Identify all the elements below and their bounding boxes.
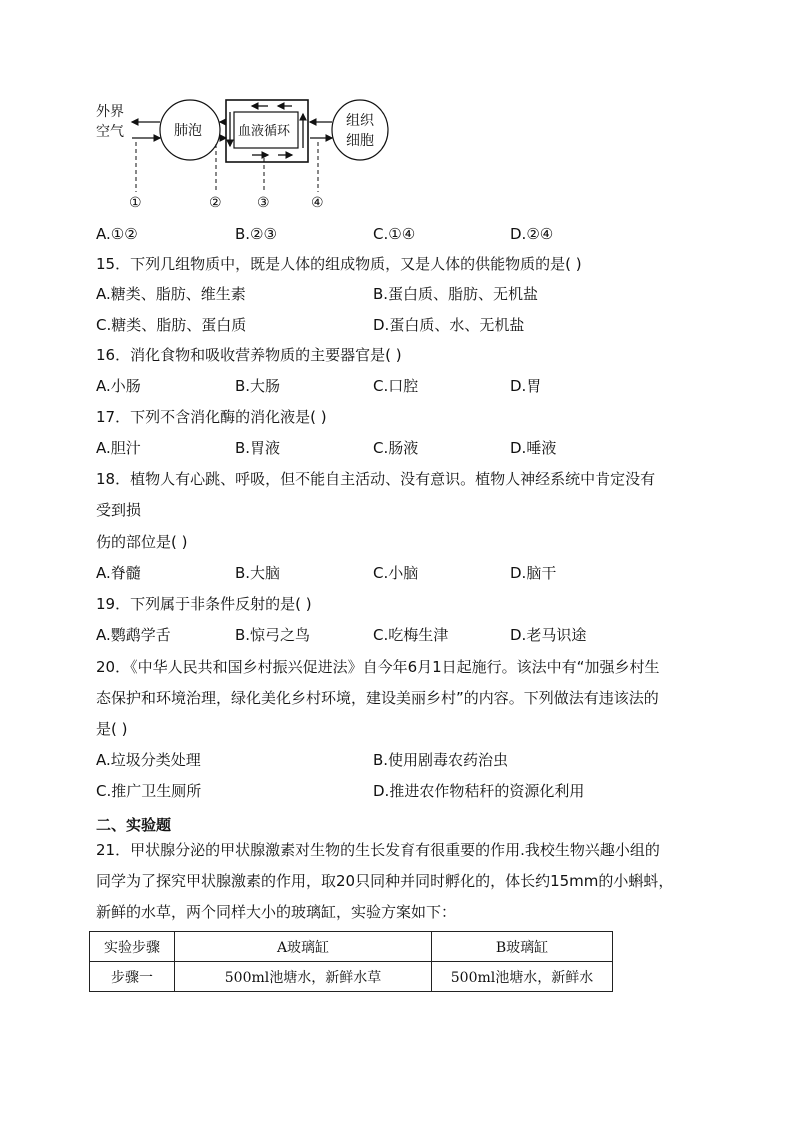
q19-option-b[interactable]: B.惊弓之鸟 bbox=[235, 626, 311, 644]
table-row bbox=[90, 962, 613, 992]
marker-2: ② bbox=[209, 195, 222, 211]
q17-option-d[interactable]: D.唾液 bbox=[510, 439, 557, 457]
table-header-row bbox=[90, 932, 613, 962]
q21-stem-line3: 新鲜的水草，两个同样大小的玻璃缸，实验方案如下： bbox=[96, 903, 457, 921]
q15-option-d[interactable]: D.蛋白质、水、无机盐 bbox=[373, 316, 525, 334]
experiment-table bbox=[89, 931, 613, 992]
table-cell-b: 500ml池塘水，新鲜水 bbox=[432, 962, 613, 992]
marker-1: ① bbox=[129, 195, 142, 211]
q16-stem: 16．消化食物和吸收营养物质的主要器官是( ) bbox=[96, 346, 402, 364]
tissue-label-1: 组织 bbox=[346, 113, 374, 129]
q16-option-c[interactable]: C.口腔 bbox=[373, 377, 419, 395]
table-cell-step: 步骤一 bbox=[90, 962, 175, 992]
q19-option-a[interactable]: A.鹦鹉学舌 bbox=[96, 626, 171, 644]
q19-option-d[interactable]: D.老马识途 bbox=[510, 626, 587, 644]
q20-option-c[interactable]: C.推广卫生厕所 bbox=[96, 782, 202, 800]
q16-option-a[interactable]: A.小肠 bbox=[96, 377, 141, 395]
q14-option-c[interactable]: C.①④ bbox=[373, 225, 416, 243]
respiration-diagram bbox=[92, 92, 392, 217]
blood-circulation-label: 血液循环 bbox=[238, 124, 291, 139]
q18-option-d[interactable]: D.脑干 bbox=[510, 564, 557, 582]
outside-air-label-1: 外界 bbox=[96, 104, 124, 120]
table-header-step: 实验步骤 bbox=[90, 932, 175, 962]
q19-option-c[interactable]: C.吃梅生津 bbox=[373, 626, 449, 644]
q18-option-b[interactable]: B.大脑 bbox=[235, 564, 281, 582]
q14-option-a[interactable]: A.①② bbox=[96, 225, 138, 243]
q21-stem-line1: 21．甲状腺分泌的甲状腺激素对生物的生长发育有很重要的作用.我校生物兴趣小组的 bbox=[96, 841, 660, 859]
q20-stem-line2: 态保护和环境治理，绿化美化乡村环境，建设美丽乡村”的内容。下列做法有违该法的 bbox=[96, 689, 659, 707]
respiration-diagram-svg bbox=[92, 92, 392, 217]
section-heading-experiment: 二、实验题 bbox=[96, 816, 172, 834]
tissue-label-2: 细胞 bbox=[346, 133, 374, 149]
q16-option-d[interactable]: D.胃 bbox=[510, 377, 542, 395]
q15-stem: 15．下列几组物质中，既是人体的组成物质，又是人体的供能物质的是( ) bbox=[96, 255, 582, 273]
marker-4: ④ bbox=[311, 195, 324, 211]
q20-option-a[interactable]: A.垃圾分类处理 bbox=[96, 751, 201, 769]
table-header-b: B玻璃缸 bbox=[432, 932, 613, 962]
q18-stem-line2: 受到损 bbox=[96, 501, 142, 519]
q19-stem: 19．下列属于非条件反射的是( ) bbox=[96, 595, 312, 613]
table-header-a: A玻璃缸 bbox=[175, 932, 432, 962]
q18-option-a[interactable]: A.脊髓 bbox=[96, 564, 141, 582]
q18-stem-line1: 18．植物人有心跳、呼吸，但不能自主活动、没有意识。植物人神经系统中肯定没有 bbox=[96, 470, 656, 488]
alveoli-label: 肺泡 bbox=[174, 123, 202, 139]
q16-option-b[interactable]: B.大肠 bbox=[235, 377, 281, 395]
q15-option-a[interactable]: A.糖类、脂肪、维生素 bbox=[96, 285, 246, 303]
tissue-circle bbox=[332, 100, 388, 160]
q18-stem-line3: 伤的部位是( ) bbox=[96, 533, 188, 551]
q17-option-a[interactable]: A.胆汁 bbox=[96, 439, 141, 457]
q15-option-c[interactable]: C.糖类、脂肪、蛋白质 bbox=[96, 316, 247, 334]
q14-option-d[interactable]: D.②④ bbox=[510, 225, 554, 243]
q14-option-b[interactable]: B.②③ bbox=[235, 225, 277, 243]
q20-option-d[interactable]: D.推进农作物秸秆的资源化利用 bbox=[373, 782, 585, 800]
q17-stem: 17．下列不含消化酶的消化液是( ) bbox=[96, 408, 327, 426]
marker-3: ③ bbox=[257, 195, 270, 211]
q17-option-b[interactable]: B.胃液 bbox=[235, 439, 281, 457]
q17-option-c[interactable]: C.肠液 bbox=[373, 439, 419, 457]
q15-option-b[interactable]: B.蛋白质、脂肪、无机盐 bbox=[373, 285, 539, 303]
outside-air-label-2: 空气 bbox=[96, 124, 124, 140]
q20-option-b[interactable]: B.使用剧毒农药治虫 bbox=[373, 751, 509, 769]
q20-stem-line1: 20．《中华人民共和国乡村振兴促进法》自今年6月1日起施行。该法中有“加强乡村生 bbox=[96, 658, 660, 676]
q21-stem-line2: 同学为了探究甲状腺激素的作用，取20只同种并同时孵化的，体长约15mm的小蝌蚪， bbox=[96, 872, 674, 890]
q20-stem-line3: 是( ) bbox=[96, 720, 128, 738]
q18-option-c[interactable]: C.小脑 bbox=[373, 564, 419, 582]
table-cell-a: 500ml池塘水，新鲜水草 bbox=[175, 962, 432, 992]
